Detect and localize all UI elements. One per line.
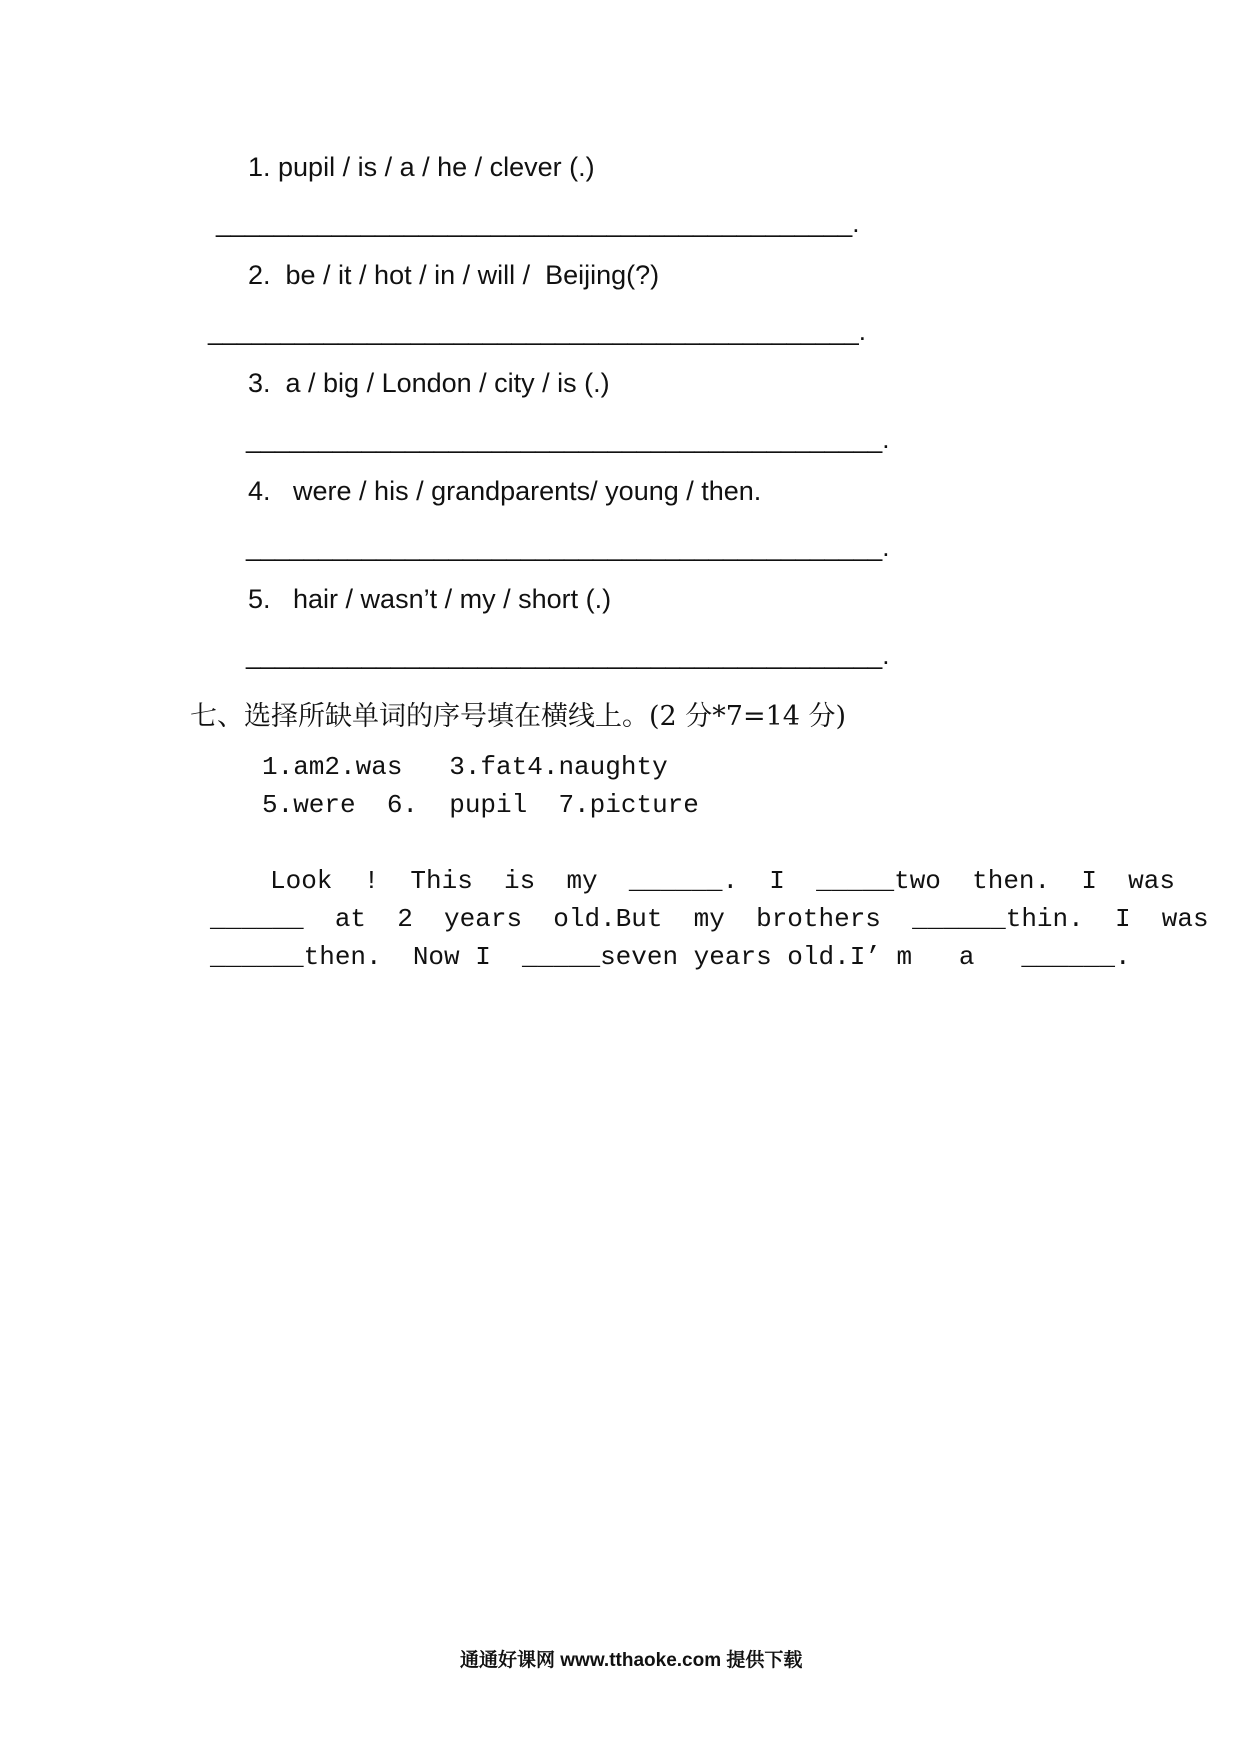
question-1-answer-line[interactable]: ____________________________________________. (216, 208, 860, 238)
question-1-prompt: 1. pupil / is / a / he / clever (.) (248, 152, 595, 182)
passage-line-1: Look ! This is my ______. I _____two then. I was (270, 866, 1175, 896)
section-7-heading: 七、选择所缺单词的序号填在横线上。(2 分*7=14 分) (190, 701, 847, 732)
question-2-answer-line[interactable]: _____________________________________________. (208, 316, 866, 346)
question-4-prompt: 4. were / his / grandparents/ young / then. (248, 476, 762, 506)
question-3-prompt: 3. a / big / London / city / is (.) (248, 368, 610, 398)
question-3-answer-line[interactable]: ____________________________________________. (246, 424, 890, 454)
question-2-prompt: 2. be / it / hot / in / will / Beijing(?) (248, 260, 660, 290)
footer-text: 通通好课网 www.tthaoke.com 提供下载 (460, 1650, 803, 1671)
question-5-prompt: 5. hair / wasn’t / my / short (.) (248, 584, 612, 614)
word-options-line-2: 5.were 6. pupil 7.picture (262, 790, 699, 820)
question-4-answer-line[interactable]: ____________________________________________. (246, 532, 890, 562)
word-options-line-1: 1.am2.was 3.fat4.naughty (262, 752, 668, 782)
passage-line-2: ______ at 2 years old.But my brothers ______thin. I was (210, 904, 1209, 934)
question-5-answer-line[interactable]: ____________________________________________. (246, 640, 890, 670)
passage-line-3: ______then. Now I _____seven years old.I’ m a ______. (210, 942, 1131, 972)
